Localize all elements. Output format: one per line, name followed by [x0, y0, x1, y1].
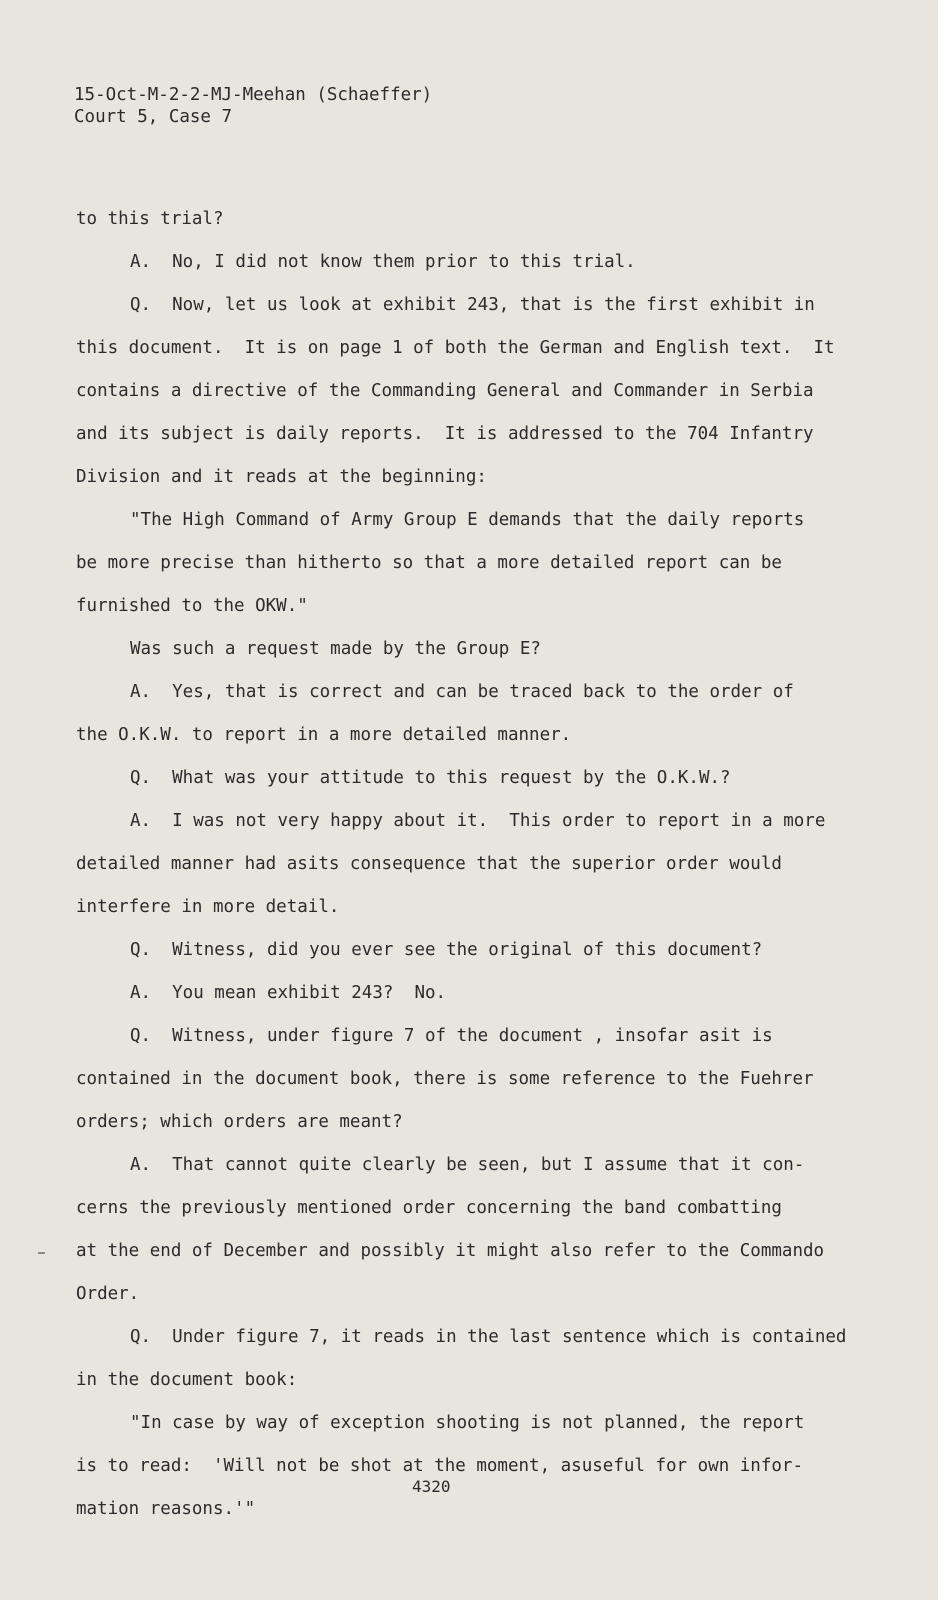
transcript-body	[76, 205, 847, 1538]
transcript-line: this document. It is on page 1 of both the German and English text. It	[76, 338, 835, 358]
margin-mark	[38, 1252, 45, 1254]
transcript-line: A. You mean exhibit 243? No.	[130, 983, 447, 1003]
transcript-line: A. That cannot quite clearly be seen, but I assume that it con-	[130, 1155, 805, 1175]
transcript-line: the O.K.W. to report in a more detailed manner.	[76, 725, 572, 745]
transcript-line: Q. Witness, did you ever see the original of this document?	[130, 940, 763, 960]
transcript-line: Was such a request made by the Group E?	[130, 639, 541, 659]
transcript-line: to this trial?	[76, 209, 224, 229]
quoted-line: is to read: 'Will not be shot at the moment, asuseful for own infor-	[76, 1456, 803, 1476]
transcript-line: at the end of December and possibly it might also refer to the Commando	[76, 1241, 825, 1261]
transcript-line: Q. Now, let us look at exhibit 243, that is the first exhibit in	[130, 295, 815, 315]
transcript-line: A. Yes, that is correct and can be traced back to the order of	[130, 682, 794, 702]
transcript-line: Q. Witness, under figure 7 of the document , insofar asit is	[130, 1026, 773, 1046]
page-number: 4320	[412, 1477, 451, 1496]
quoted-line: furnished to the OKW."	[76, 596, 308, 616]
transcript-line: in the document book:	[76, 1370, 298, 1390]
transcript-line: A. No, I did not know them prior to this trial.	[130, 252, 636, 272]
transcript-line: Division and it reads at the beginning:	[76, 467, 487, 487]
transcript-line: interfere in more detail.	[76, 897, 340, 917]
quoted-line: "The High Command of Army Group E demands that the daily reports	[130, 510, 805, 530]
transcript-line: Q. Under figure 7, it reads in the last sentence which is contained	[130, 1327, 847, 1347]
document-header	[74, 84, 432, 128]
quoted-line: mation reasons.'"	[76, 1499, 256, 1519]
header-reference-line: 15-Oct-M-2-2-MJ-Meehan (Schaeffer)	[74, 85, 433, 105]
transcript-line: A. I was not very happy about it. This order to report in a more	[130, 811, 826, 831]
transcript-line: and its subject is daily reports. It is addressed to the 704 Infantry	[76, 424, 814, 444]
transcript-line: cerns the previously mentioned order concerning the band combatting	[76, 1198, 782, 1218]
transcript-line: orders; which orders are meant?	[76, 1112, 403, 1132]
transcript-line: contains a directive of the Commanding General and Commander in Serbia	[76, 381, 814, 401]
transcript-line: Q. What was your attitude to this request by the O.K.W.?	[130, 768, 731, 788]
quoted-line: "In case by way of exception shooting is not planned, the report	[130, 1413, 805, 1433]
transcript-line: detailed manner had asits consequence that the superior order would	[76, 854, 782, 874]
transcript-line: Order.	[76, 1284, 140, 1304]
header-court-line: Court 5, Case 7	[74, 107, 233, 127]
transcript-line: contained in the document book, there is some reference to the Fuehrer	[76, 1069, 814, 1089]
quoted-line: be more precise than hitherto so that a more detailed report can be	[76, 553, 782, 573]
